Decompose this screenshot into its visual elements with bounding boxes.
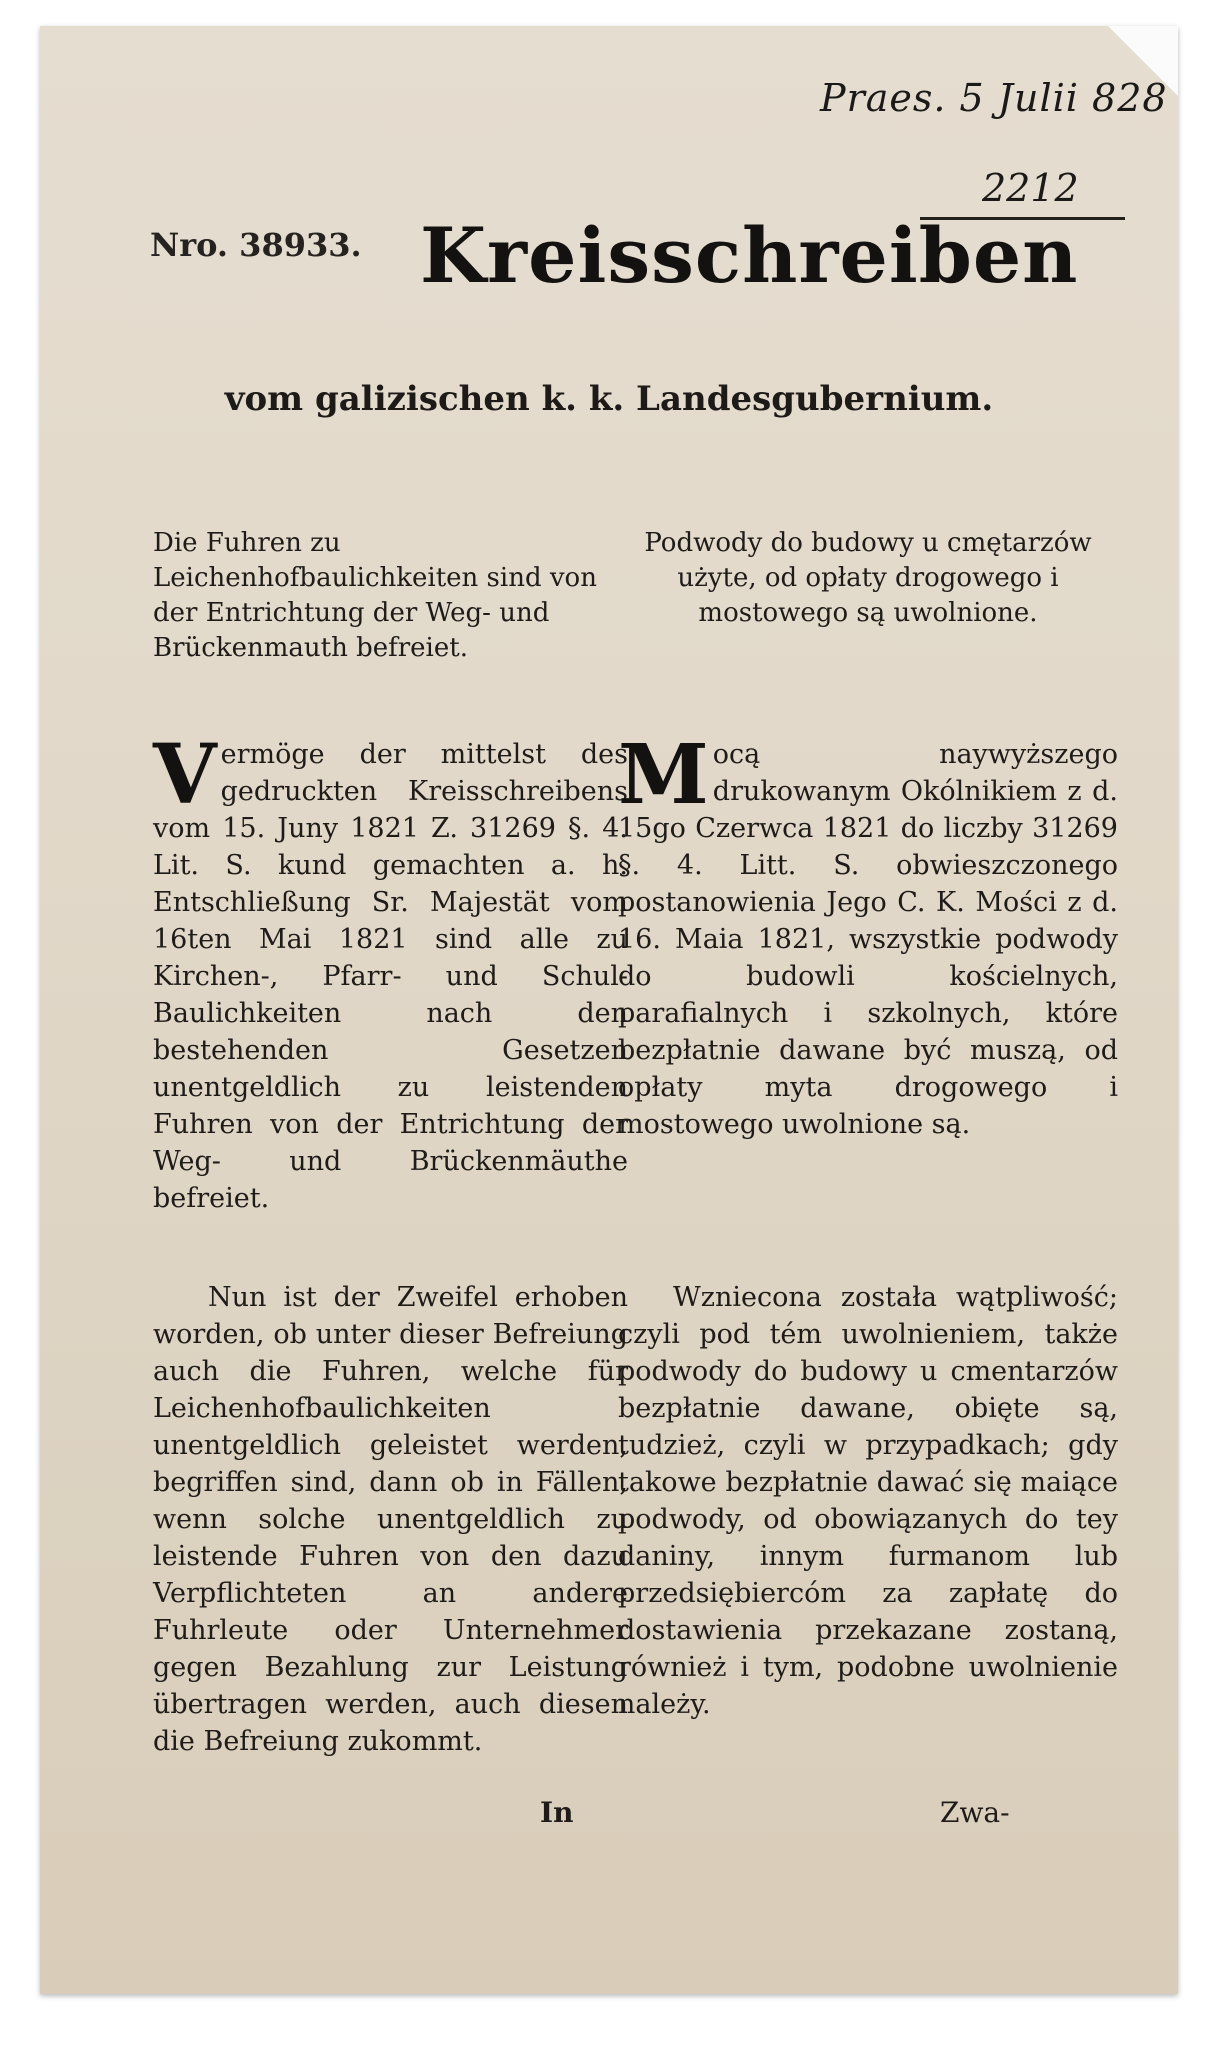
handwritten-reference-number: 2212: [982, 166, 1079, 210]
document-number: Nro. 38933.: [150, 226, 362, 264]
polish-summary: Podwody do budowy u cmętarzów użyte, od opłaty drogowego i mostowego są uwolnione.: [644, 528, 1092, 628]
handwritten-received-note: Praes. 5 Julii 828: [820, 76, 1168, 120]
document-sheet: [40, 26, 1178, 1994]
polish-paragraph-1-text: ocą naywyższego drukowanym Okólnikiem z d. 15go Czerwca 1821 do liczby 31269 §. 4. Litt. S. obwieszczonego postanowienia Jego C. K. Mości z d. 16. Maia 1821, wszystkie podwody do budowli kościelnych, parafialnych i szkolnych, które bezpłatnie dawane być muszą, od opłaty myta drogowego i mostowego uwolnione są.: [618, 739, 1118, 1140]
german-catchword: In: [540, 1796, 574, 1829]
polish-paragraph-2: Wzniecona została wątpliwość; czyli pod tém uwolnieniem, także podwody do budowy u cmentarzów bezpłatnie dawane, obięte są, tudzież, czyli w przypadkach; gdy takowe bezpłatnie dawać się maiące podwody, od obowiązanych do tey daniny, innym furmanom lub przedsiębiercóm za zapłatę do dostawienia przekazane zostaną, również i tym, podobne uwolnienie należy.: [618, 1282, 1118, 1720]
polish-catchword: Zwa-: [940, 1796, 1010, 1829]
german-paragraph-1-text: ermöge der mittelst des gedruckten Kreisschreibens vom 15. Juny 1821 Z. 31269 §. 4. Lit. S. kund gemachten a. h. Entschließung Sr. Majestät vom 16ten Mai 1821 sind alle zu Kirchen-, Pfarr- und Schul-Baulichkeiten nach den bestehenden Gesetzen unentgeldlich zu leistenden Fuhren von der Entrichtung der Weg- und Brückenmäuthe befreiet.: [153, 739, 628, 1214]
document-title: Kreisschreiben: [420, 211, 1079, 300]
german-summary: Die Fuhren zu Leichenhofbaulichkeiten sind von der Entrichtung der Weg- und Brückenmauth befreiet.: [153, 528, 597, 663]
polish-paragraph-1: [618, 727, 1118, 1143]
polish-drop-cap: M: [618, 727, 709, 823]
german-paragraph-1: [153, 727, 628, 1217]
german-paragraph-2: Nun ist der Zweifel erhoben worden, ob unter dieser Befreiung auch die Fuhren, welche für Leichenhofbaulichkeiten unentgeldlich geleistet werden, begriffen sind, dann ob in Fällen, wenn solche unentgeldlich zu leistende Fuhren von den dazu Verpflichteten an andere Fuhrleute oder Unternehmer gegen Bezahlung zur Leistung übertragen werden, auch diesen die Befreiung zukommt.: [153, 1282, 628, 1757]
document-subtitle: vom galizischen k. k. Landesgubernium.: [224, 379, 994, 419]
german-drop-cap: V: [153, 727, 217, 823]
